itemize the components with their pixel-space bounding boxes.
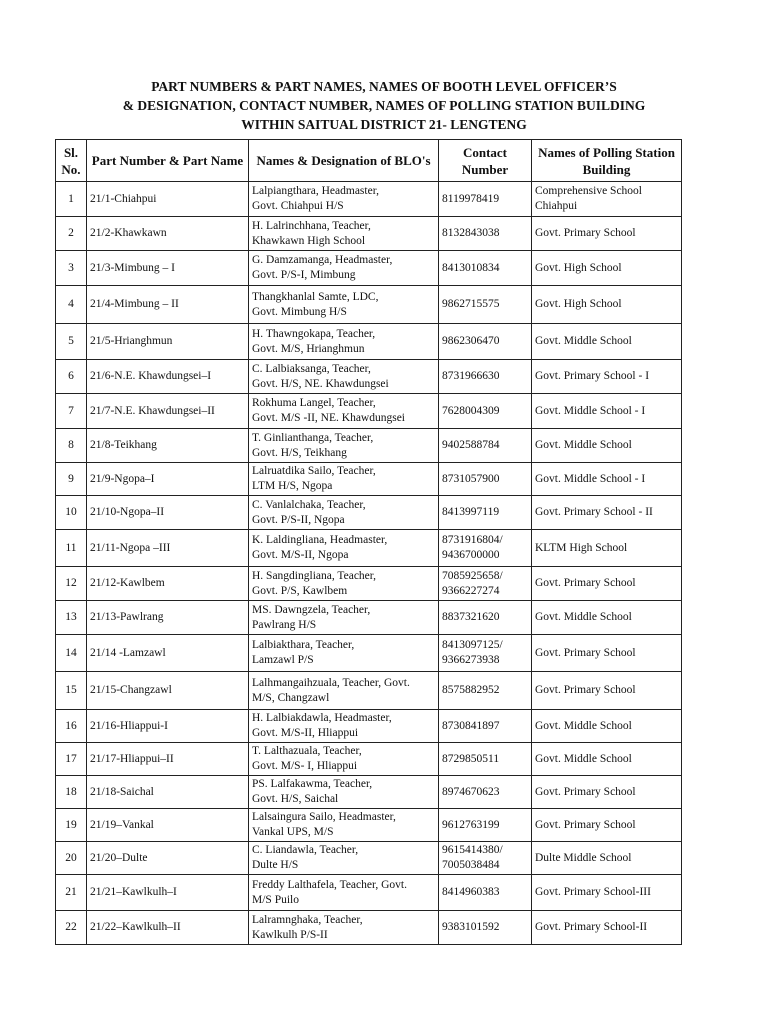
cell-contact-line: 8414960383	[442, 886, 500, 898]
header-contact-number: Contact Number	[439, 140, 532, 182]
table-row	[56, 496, 682, 530]
document-title	[0, 77, 768, 134]
table-body	[56, 182, 682, 945]
cell-sl-no: 19	[56, 809, 87, 842]
cell-contact	[439, 286, 532, 324]
cell-station	[532, 496, 682, 530]
table-row	[56, 743, 682, 776]
cell-contact	[439, 809, 532, 842]
cell-station-line: Govt. Middle School - I	[535, 404, 646, 417]
cell-sl-no: 16	[56, 710, 87, 743]
table-row	[56, 217, 682, 251]
cell-part-name: 21/15-Changzawl	[87, 672, 249, 710]
cell-blo	[249, 911, 439, 945]
cell-station-line: Govt. Middle School	[535, 611, 632, 623]
cell-blo	[249, 567, 439, 601]
cell-contact	[439, 463, 532, 496]
cell-blo	[249, 324, 439, 360]
cell-sl-no: 20	[56, 842, 87, 875]
cell-contact-line: 9383101592	[442, 921, 500, 933]
cell-station	[532, 324, 682, 360]
cell-station	[532, 601, 682, 635]
cell-blo-line: T. Ginlianthanga, Teacher,	[252, 431, 374, 444]
cell-blo-line: Pawlrang H/S	[252, 618, 317, 631]
table-row	[56, 672, 682, 710]
table-row	[56, 875, 682, 911]
cell-station	[532, 360, 682, 394]
cell-blo	[249, 743, 439, 776]
cell-contact-line: 8119978419	[442, 192, 500, 205]
table-row	[56, 394, 682, 429]
cell-sl-no: 21	[56, 875, 87, 911]
cell-blo-line: H. Sangdingliana, Teacher,	[252, 569, 377, 582]
blo-table	[55, 139, 682, 945]
cell-station	[532, 217, 682, 251]
cell-part-name: 21/22–Kawlkulh–II	[87, 911, 249, 945]
cell-blo	[249, 710, 439, 743]
cell-station	[532, 530, 682, 567]
cell-blo-line: Govt. M/S, Hrianghmun	[252, 342, 365, 355]
cell-contact-line: 8413010834	[442, 261, 500, 274]
cell-station	[532, 743, 682, 776]
cell-sl-no: 13	[56, 601, 87, 635]
cell-part-name: 21/21–Kawlkulh–I	[87, 875, 249, 911]
cell-blo	[249, 217, 439, 251]
cell-blo-line: MS. Dawngzela, Teacher,	[252, 603, 371, 616]
cell-station	[532, 911, 682, 945]
cell-blo-line: Govt. Mimbung H/S	[252, 305, 347, 318]
cell-part-name: 21/8-Teikhang	[87, 429, 249, 463]
cell-part-name: 21/12-Kawlbem	[87, 567, 249, 601]
cell-blo-line: Govt. P/S-II, Ngopa	[252, 513, 345, 526]
cell-contact-line: 9402588784	[442, 439, 500, 451]
cell-contact	[439, 911, 532, 945]
cell-station-line: Govt. Middle School	[535, 752, 632, 765]
header-blo-name-designation: Names & Designation of BLO's	[249, 140, 439, 182]
cell-contact-line: 9366273938	[442, 654, 500, 666]
cell-station-line: Govt. Primary School	[535, 227, 636, 239]
cell-station-line: Govt. Primary School	[535, 646, 636, 659]
table-row	[56, 530, 682, 567]
table-row	[56, 842, 682, 875]
cell-blo-line: Govt. M/S- I, Hliappui	[252, 760, 358, 772]
cell-blo	[249, 360, 439, 394]
cell-station-line: Comprehensive School	[535, 185, 642, 197]
cell-contact-line: 8413097125/	[442, 639, 503, 651]
cell-part-name: 21/6-N.E. Khawdungsei–I	[87, 360, 249, 394]
cell-station	[532, 182, 682, 217]
cell-blo-line: Govt. M/S -II, NE. Khawdungsei	[252, 412, 405, 424]
cell-contact	[439, 842, 532, 875]
cell-contact	[439, 567, 532, 601]
cell-blo-line: K. Laldingliana, Headmaster,	[252, 534, 388, 546]
cell-station	[532, 463, 682, 496]
cell-sl-no: 8	[56, 429, 87, 463]
cell-blo-line: C. Lalbiaksanga, Teacher,	[252, 362, 371, 375]
cell-station-line: Govt. Middle School	[535, 335, 632, 347]
cell-contact-line: 7085925658/	[442, 569, 503, 582]
cell-station	[532, 429, 682, 463]
cell-contact	[439, 743, 532, 776]
cell-station	[532, 842, 682, 875]
table-row	[56, 463, 682, 496]
table-row	[56, 601, 682, 635]
cell-blo-line: Govt. Chiahpui H/S	[252, 200, 344, 212]
cell-contact	[439, 530, 532, 567]
cell-part-name: 21/7-N.E. Khawdungsei–II	[87, 394, 249, 429]
title-line-2: & DESIGNATION, CONTACT NUMBER, NAMES OF POLLING STATION BUILDING	[122, 98, 646, 113]
table-row	[56, 286, 682, 324]
cell-part-name: 21/3-Mimbung – I	[87, 251, 249, 286]
cell-contact	[439, 496, 532, 530]
table-row	[56, 429, 682, 463]
cell-contact-line: 7628004309	[442, 404, 500, 417]
cell-station	[532, 710, 682, 743]
cell-contact-line: 9436700000	[442, 549, 500, 561]
cell-part-name: 21/5-Hrianghmun	[87, 324, 249, 360]
table-row	[56, 809, 682, 842]
header-part-number-name: Part Number & Part Name	[87, 140, 249, 182]
table-row	[56, 182, 682, 217]
cell-blo-line: T. Lalthazuala, Teacher,	[252, 745, 362, 757]
cell-blo	[249, 463, 439, 496]
cell-blo-line: C. Vanlalchaka, Teacher,	[252, 498, 366, 511]
cell-contact	[439, 601, 532, 635]
cell-blo	[249, 776, 439, 809]
table-row	[56, 251, 682, 286]
cell-blo-line: Lalhmangaihzuala, Teacher, Govt.	[252, 676, 410, 689]
cell-part-name: 21/13-Pawlrang	[87, 601, 249, 635]
cell-station	[532, 286, 682, 324]
cell-sl-no: 15	[56, 672, 87, 710]
cell-contact-line: 9862715575	[442, 298, 500, 310]
table-row	[56, 776, 682, 809]
cell-station-line: Govt. Primary School	[535, 818, 636, 831]
cell-blo	[249, 394, 439, 429]
cell-station	[532, 567, 682, 601]
cell-contact	[439, 635, 532, 672]
cell-blo-line: Lalpiangthara, Headmaster,	[252, 185, 379, 197]
cell-station-line: Govt. Primary School	[535, 577, 636, 589]
cell-contact-line: 8132843038	[442, 227, 500, 239]
cell-blo	[249, 601, 439, 635]
cell-blo-line: Freddy Lalthafela, Teacher, Govt.	[252, 878, 407, 891]
cell-sl-no: 7	[56, 394, 87, 429]
cell-station-line: Govt. Primary School-III	[535, 886, 651, 898]
table-header-row	[56, 140, 682, 182]
cell-contact-line: 8731057900	[442, 472, 500, 485]
cell-station-line: Govt. Primary School	[535, 684, 636, 696]
cell-blo-line: Lalsaingura Sailo, Headmaster,	[252, 811, 396, 823]
cell-blo-line: Vankal UPS, M/S	[252, 826, 334, 838]
cell-blo-line: Govt. P/S, Kawlbem	[252, 584, 348, 597]
cell-blo-line: H. Lalrinchhana, Teacher,	[252, 219, 371, 232]
cell-sl-no: 3	[56, 251, 87, 286]
cell-part-name: 21/17-Hliappui–II	[87, 743, 249, 776]
cell-part-name: 21/16-Hliappui-I	[87, 710, 249, 743]
cell-blo-line: PS. Lalfakawma, Teacher,	[252, 778, 373, 790]
cell-blo	[249, 286, 439, 324]
cell-sl-no: 22	[56, 911, 87, 945]
cell-contact	[439, 429, 532, 463]
cell-blo-line: Lalramnghaka, Teacher,	[252, 913, 363, 926]
table-row	[56, 710, 682, 743]
cell-contact-line: 8974670623	[442, 785, 500, 798]
cell-station-line: Govt. High School	[535, 298, 622, 310]
cell-station	[532, 809, 682, 842]
cell-contact-line: 8575882952	[442, 684, 500, 696]
cell-station-line: Dulte Middle School	[535, 851, 632, 864]
cell-sl-no: 10	[56, 496, 87, 530]
cell-station	[532, 875, 682, 911]
cell-blo-line: Rokhuma Langel, Teacher,	[252, 397, 376, 409]
table-row	[56, 635, 682, 672]
table-row	[56, 360, 682, 394]
cell-contact-line: 8731966630	[442, 370, 500, 382]
cell-station-line: Govt. Middle School	[535, 719, 632, 732]
cell-station-line: Govt. Primary School - II	[535, 506, 653, 518]
cell-contact	[439, 217, 532, 251]
header-polling-station: Names of Polling Station Building	[532, 140, 682, 182]
cell-sl-no: 6	[56, 360, 87, 394]
cell-station-line: KLTM High School	[535, 541, 628, 554]
cell-contact	[439, 251, 532, 286]
cell-sl-no: 18	[56, 776, 87, 809]
cell-part-name: 21/9-Ngopa–I	[87, 463, 249, 496]
title-line-3: WITHIN SAITUAL DISTRICT 21- LENGTENG	[241, 117, 527, 132]
cell-station	[532, 251, 682, 286]
cell-part-name: 21/14 -Lamzawl	[87, 635, 249, 672]
cell-blo-line: G. Damzamanga, Headmaster,	[252, 254, 393, 266]
cell-sl-no: 11	[56, 530, 87, 567]
cell-contact	[439, 672, 532, 710]
cell-blo-line: Khawkawn High School	[252, 234, 366, 247]
cell-blo	[249, 251, 439, 286]
cell-contact-line: 8413997119	[442, 506, 500, 518]
cell-station-line: Govt. Primary School-II	[535, 921, 648, 933]
cell-blo-line: Govt. M/S-II, Hliappui	[252, 727, 359, 739]
table-row	[56, 911, 682, 945]
cell-blo-line: Lamzawl P/S	[252, 654, 314, 666]
cell-blo	[249, 635, 439, 672]
header-sl-no: Sl. No.	[56, 140, 87, 182]
cell-blo-line: H. Thawngokapa, Teacher,	[252, 327, 376, 340]
cell-blo-line: C. Liandawla, Teacher,	[252, 844, 359, 856]
cell-contact	[439, 394, 532, 429]
cell-sl-no: 9	[56, 463, 87, 496]
cell-contact-line: 9615414380/	[442, 844, 503, 856]
cell-contact-line: 8729850511	[442, 752, 500, 765]
cell-station-line: Govt. High School	[535, 261, 622, 274]
table-row	[56, 567, 682, 601]
cell-sl-no: 14	[56, 635, 87, 672]
cell-station-line: Govt. Middle School	[535, 439, 632, 451]
cell-blo-line: M/S Puilo	[252, 893, 299, 906]
cell-station	[532, 776, 682, 809]
cell-part-name: 21/11-Ngopa –III	[87, 530, 249, 567]
cell-blo-line: Govt. P/S-I, Mimbung	[252, 269, 356, 281]
cell-station-line: Govt. Primary School - I	[535, 370, 650, 382]
cell-part-name: 21/18-Saichal	[87, 776, 249, 809]
cell-station	[532, 394, 682, 429]
cell-sl-no: 12	[56, 567, 87, 601]
cell-part-name: 21/4-Mimbung – II	[87, 286, 249, 324]
cell-blo-line: M/S, Changzawl	[252, 691, 330, 704]
cell-sl-no: 4	[56, 286, 87, 324]
cell-contact-line: 8731916804/	[442, 534, 503, 546]
cell-blo-line: Lalruatdika Sailo, Teacher,	[252, 465, 376, 477]
cell-blo	[249, 429, 439, 463]
cell-contact-line: 9862306470	[442, 335, 500, 347]
cell-contact	[439, 182, 532, 217]
cell-station-line: Govt. Middle School - I	[535, 472, 646, 485]
cell-contact	[439, 875, 532, 911]
cell-contact-line: 9612763199	[442, 818, 500, 831]
cell-station	[532, 672, 682, 710]
cell-contact	[439, 360, 532, 394]
cell-blo	[249, 875, 439, 911]
cell-blo-line: Thangkhanlal Samte, LDC,	[252, 290, 379, 303]
cell-sl-no: 17	[56, 743, 87, 776]
cell-station	[532, 635, 682, 672]
cell-contact-line: 8730841897	[442, 719, 500, 732]
cell-sl-no: 5	[56, 324, 87, 360]
cell-blo	[249, 842, 439, 875]
cell-blo-line: Govt. H/S, Teikhang	[252, 446, 347, 459]
cell-blo-line: Dulte H/S	[252, 859, 299, 871]
cell-blo-line: Govt. M/S-II, Ngopa	[252, 549, 349, 561]
cell-part-name: 21/1-Chiahpui	[87, 182, 249, 217]
cell-blo-line: H. Lalbiakdawla, Headmaster,	[252, 712, 392, 724]
cell-station-line: Chiahpui	[535, 200, 578, 212]
cell-contact	[439, 324, 532, 360]
cell-sl-no: 1	[56, 182, 87, 217]
cell-blo	[249, 809, 439, 842]
cell-blo-line: Govt. H/S, Saichal	[252, 793, 339, 805]
cell-blo-line: Kawlkulh P/S-II	[252, 928, 328, 941]
cell-blo	[249, 496, 439, 530]
cell-part-name: 21/19–Vankal	[87, 809, 249, 842]
cell-blo-line: LTM H/S, Ngopa	[252, 480, 333, 492]
cell-blo	[249, 530, 439, 567]
title-line-1: PART NUMBERS & PART NAMES, NAMES OF BOOTH LEVEL OFFICER’S	[151, 79, 617, 94]
cell-part-name: 21/20–Dulte	[87, 842, 249, 875]
cell-contact-line: 9366227274	[442, 584, 500, 597]
cell-blo	[249, 182, 439, 217]
table-row	[56, 324, 682, 360]
cell-contact	[439, 710, 532, 743]
cell-contact	[439, 776, 532, 809]
cell-blo	[249, 672, 439, 710]
cell-blo-line: Lalbiakthara, Teacher,	[252, 639, 355, 651]
cell-contact-line: 7005038484	[442, 859, 500, 871]
cell-contact-line: 8837321620	[442, 611, 500, 623]
cell-blo-line: Govt. H/S, NE. Khawdungsei	[252, 377, 389, 390]
cell-station-line: Govt. Primary School	[535, 785, 636, 798]
cell-part-name: 21/2-Khawkawn	[87, 217, 249, 251]
cell-sl-no: 2	[56, 217, 87, 251]
cell-part-name: 21/10-Ngopa–II	[87, 496, 249, 530]
